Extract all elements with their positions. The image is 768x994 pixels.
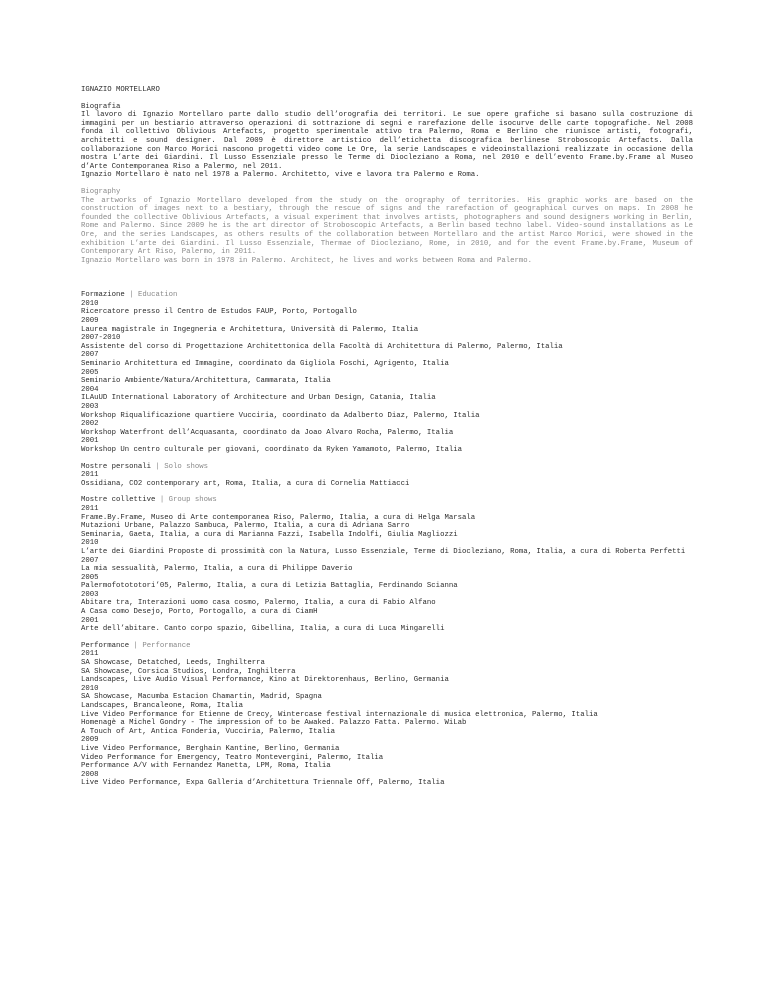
cv-section — [81, 496, 693, 634]
section-heading — [81, 291, 693, 300]
bio-english-text: The artworks of Ignazio Mortellaro developed from the study on the orography of territories. His graphic works are based on the construction of images next to a bestiary, through the rescue of signs and the rarefaction of geographical curves on maps. In 2008 he founded the collective Oblivious Artefacts, a visual experiment that involves artists, photographers and sound designers working in Berlin, Rome and Palermo. Since 2009 he is the art director of Stroboscopic Artefacts, a Berlin based techno label. Video-sound installations as Le Ore, and the series Landscapes, as others results of the collaboration between Mortellaro and the artist Marco Morici, were showed in the exhibition L’arte dei Giardini. Il Lusso Essenziale, Thermae of Diocleziano, Rome, in 2010, and for the event Frame.by.Frame, Museum of Contemporary Art Riso, Palermo, in 2011. — [81, 196, 693, 257]
cv-page — [81, 86, 693, 796]
section-entry: 2011 — [81, 504, 99, 513]
section-entry: A Touch of Art, Antica Fonderia, Vucciria, Palermo, Italia — [81, 727, 335, 736]
section-entry: 2005 — [81, 573, 99, 582]
section-entry: 2007 — [81, 351, 99, 360]
section-entry: Mutazioni Urbane, Palazzo Sambuca, Palermo, Italia, a cura di Adriana Sarro — [81, 522, 410, 531]
section-heading-separator: | — [129, 641, 143, 650]
section-entry: 2010 — [81, 684, 99, 693]
section-entry: Homenagè a Michel Gondry - The impression of to be Awaked. Palazzo Fatta. Palermo. WiLab — [81, 719, 467, 728]
section-entry: Workshop Riqualificazione quartiere Vucciria, coordinato da Adalberto Diaz, Palermo, Italia — [81, 411, 480, 420]
section-entry: 2002 — [81, 420, 99, 429]
section-entry: SA Showcase, Detatched, Leeds, Inghilterra — [81, 659, 265, 668]
section-entry: 2003 — [81, 590, 99, 599]
section-heading — [81, 496, 693, 505]
section-heading-italian: Performance — [81, 641, 130, 650]
section-entry: 2010 — [81, 539, 99, 548]
section-heading-english: Education — [137, 291, 178, 300]
section-heading-english: Performance — [142, 641, 191, 650]
section-entry: Workshop Waterfront dell’Acquasanta, coordinato da Joao Alvaro Rocha, Palermo, Italia — [81, 428, 454, 437]
bio-italian-text: Il lavoro di Ignazio Mortellaro parte dallo studio dell’orografia dei territori. Le sue opere grafiche si basano sulla costruzione di immagini per un bestiario attraverso operazioni di sottrazione di segni e rarefazione delle isocurve delle carte topografiche. Nel 2008 fonda il collettivo Oblivious Artefacts, progetto sperimentale attivo tra Palermo, Roma e Berlino che riunisce artisti, fotografi, architetti e sound designer. Dal 2009 è direttore artistico dell’etichetta discografica berlinese Stroboscopic Artefacts. Dalla collaborazione con Marco Morici nascono progetti video come Le Ore, la serie Landscapes e videoinstallazioni realizzate in occasione della mostra L’arte dei Giardini. Il Lusso Essenziale presso le Terme di Diocleziano a Roma, nel 2010 e dell’evento Frame.by.Frame al Museo d’Arte Contemporanea Riso a Palermo, nel 2011. — [81, 111, 693, 171]
section-entry: Performance A/V with Fernandez Manetta, LPM, Roma, Italia — [81, 762, 331, 771]
section-entry: 2009 — [81, 317, 99, 326]
bio-english-born: Ignazio Mortellaro was born in 1978 in Palermo. Architect, he lives and works between Roma and Palermo. — [81, 256, 533, 265]
artist-name: IGNAZIO MORTELLARO — [81, 86, 160, 94]
section-entry: Arte dell’abitare. Canto corpo spazio, Gibellina, Italia, a cura di Luca Mingarelli — [81, 625, 445, 634]
section-entry: SA Showcase, Corsica Studios, Londra, Inghilterra — [81, 667, 296, 676]
section-entry: Live Video Performance, Berghain Kantine, Berlino, Germania — [81, 744, 340, 753]
section-entry: 2005 — [81, 368, 99, 377]
section-entry: 2010 — [81, 299, 99, 308]
section-entry: Seminaria, Gaeta, Italia, a cura di Marianna Fazzi, Isabella Indolfi, Giulia Magliozzi — [81, 530, 458, 539]
section-entry: Frame.By.Frame, Museo di Arte contemporanea Riso, Palermo, Italia, a cura di Helga Marsala — [81, 513, 476, 522]
section-entry: 2007 — [81, 556, 99, 565]
bio-english — [81, 188, 693, 265]
section-heading-separator: | — [151, 462, 165, 471]
section-entry: L’arte dei Giardini Proposte di prossimità con la Natura, Lusso Essenziale, Terme di Diocleziano, Roma, Italia, a cura di Roberta Perfetti — [81, 547, 686, 556]
section-entry: Laurea magistrale in Ingegneria e Architettura, Università di Palermo, Italia — [81, 325, 419, 334]
section-heading-italian: Mostre collettive — [81, 496, 156, 505]
section-entry: Seminario Architettura ed Immagine, coordinato da Gigliola Foschi, Agrigento, Italia — [81, 360, 449, 369]
cv-section — [81, 291, 693, 454]
section-entry: Video Performance for Emergency, Teatro Montevergini, Palermo, Italia — [81, 753, 384, 762]
bio-italian-born: Ignazio Mortellaro è nato nel 1978 a Palermo. Architetto, vive e lavora tra Palermo e Roma. — [81, 171, 480, 180]
section-entry: Ossidiana, CO2 contemporary art, Roma, Italia, a cura di Cornelia Mattiacci — [81, 479, 410, 488]
section-heading — [81, 463, 693, 472]
section-heading — [81, 642, 693, 651]
section-heading-separator: | — [124, 291, 138, 300]
section-entry: 2001 — [81, 616, 99, 625]
section-entry: Palermofotototori’05, Palermo, Italia, a cura di Letizia Battaglia, Ferdinando Scianna — [81, 582, 458, 591]
bio-italian-heading: Biografia — [81, 102, 121, 111]
section-entry: Live Video Performance, Expa Galleria d’Architettura Triennale Off, Palermo, Italia — [81, 779, 445, 788]
section-entry: A Casa como Desejo, Porto, Portogallo, a cura di CiamH — [81, 608, 318, 617]
section-entry: Live Video Performance for Etienne de Crecy, Wintercase festival internazionale di musica elettronica, Palermo, Italia — [81, 710, 598, 719]
section-entry: SA Showcase, Macumba Estacion Chamartin, Madrid, Spagna — [81, 693, 322, 702]
section-heading-italian: Mostre personali — [81, 462, 152, 471]
section-heading-italian: Formazione — [81, 291, 125, 300]
section-entry: Landscapes, Live Audio Visual Performance, Kino at Direktorenhaus, Berlino, Germania — [81, 676, 449, 685]
section-heading-separator: | — [155, 496, 169, 505]
section-entry: 2008 — [81, 770, 99, 779]
section-heading-english: Group shows — [168, 496, 217, 505]
cv-section — [81, 463, 693, 489]
section-entry: 2009 — [81, 736, 99, 745]
bio-italian — [81, 103, 693, 180]
section-entry: 2004 — [81, 385, 99, 394]
section-entry: 2007-2010 — [81, 334, 121, 343]
section-entry: Workshop Un centro culturale per giovani, coordinato da Ryken Yamamoto, Palermo, Italia — [81, 445, 462, 454]
section-entry: Ricercatore presso il Centro de Estudos FAUP, Porto, Portogallo — [81, 308, 357, 317]
section-entry: Landscapes, Brancaleone, Roma, Italia — [81, 702, 244, 710]
section-entry: Assistente del corso di Progettazione Architettonica della Facoltà di Architettura di Palermo, Palermo, Italia — [81, 342, 563, 351]
cv-section — [81, 642, 693, 788]
section-entry: Abitare tra, Interazioni uomo casa cosmo, Palermo, Italia, a cura di Fabio Alfano — [81, 599, 436, 608]
section-entry: 2011 — [81, 471, 99, 480]
bio-english-heading: Biography — [81, 187, 121, 196]
section-heading-english: Solo shows — [164, 462, 208, 471]
section-entry: 2011 — [81, 650, 99, 659]
section-entry: 2001 — [81, 437, 99, 446]
section-entry: 2003 — [81, 403, 99, 411]
section-entry: Seminario Ambiente/Natura/Architettura, Cammarata, Italia — [81, 377, 331, 386]
cv-sections — [81, 291, 693, 788]
section-entry: La mia sessualità, Palermo, Italia, a cura di Philippe Daverio — [81, 565, 353, 574]
section-entry: ILAuUD International Laboratory of Architecture and Urban Design, Catania, Italia — [81, 394, 436, 403]
